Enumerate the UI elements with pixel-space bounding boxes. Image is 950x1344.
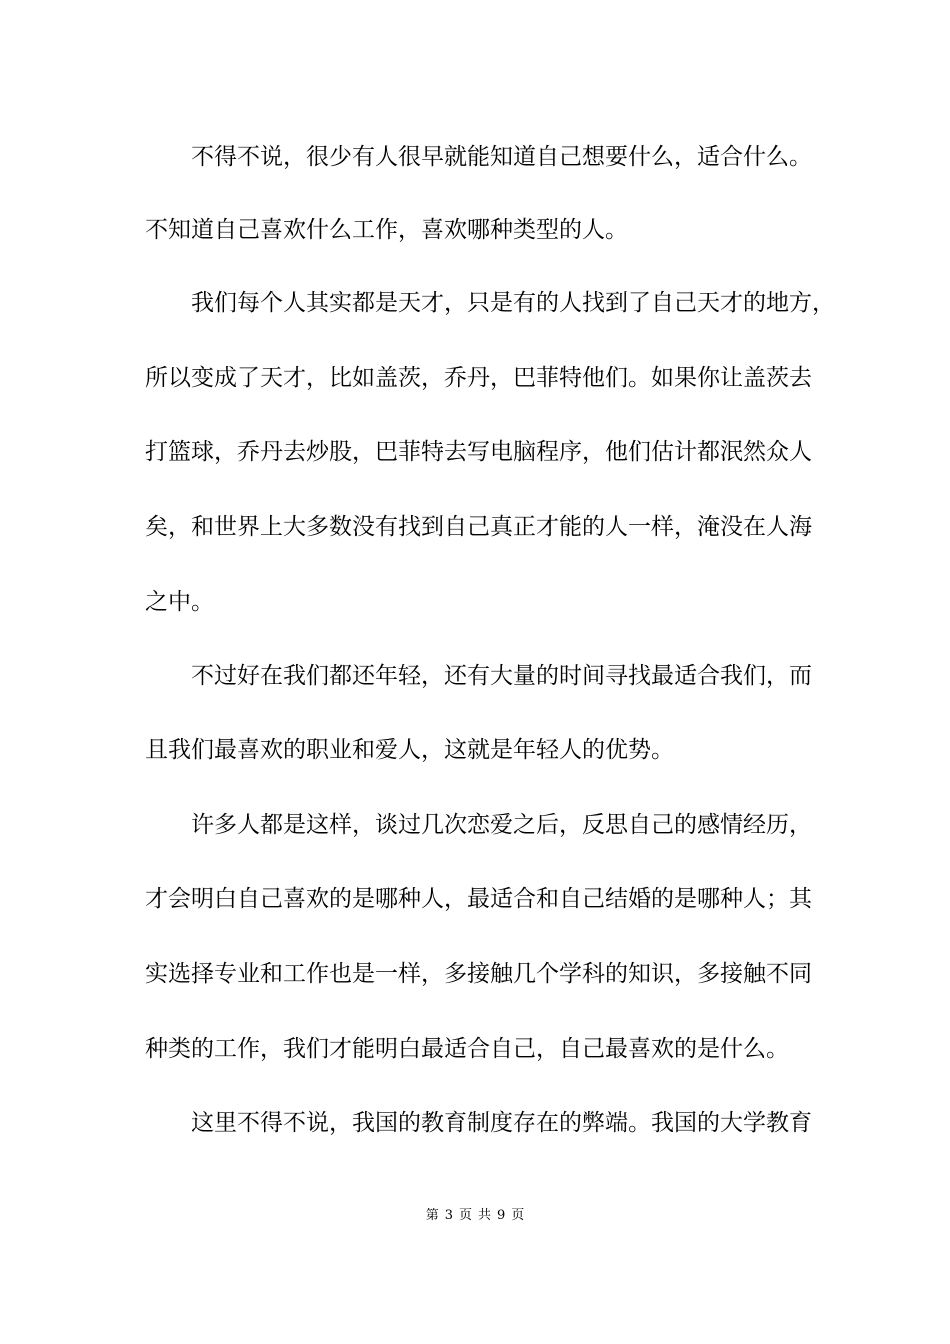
footer-current-page: 3 bbox=[444, 1208, 453, 1223]
text-line: 许多人都是这样，谈过几次恋爱之后，反思自己的感情经历， bbox=[191, 812, 812, 838]
text-line: 这里不得不说，我国的教育制度存在的弊端。我国的大学教育 bbox=[191, 1110, 812, 1136]
text-line: 不得不说，很少有人很早就能知道自己想要什么，适合什么。 bbox=[191, 144, 812, 170]
text-line: 且我们最喜欢的职业和爱人，这就是年轻人的优势。 bbox=[145, 737, 674, 763]
footer-total-word: 共 bbox=[478, 1208, 492, 1223]
text-line: 矣，和世界上大多数没有找到自己真正才能的人一样，淹没在人海 bbox=[145, 514, 812, 540]
text-line: 才会明白自己喜欢的是哪种人，最适合和自己结婚的是哪种人；其 bbox=[145, 886, 812, 912]
text-line: 种类的工作，我们才能明白最适合自己，自己最喜欢的是什么。 bbox=[145, 1036, 789, 1062]
footer-suffix: 页 bbox=[511, 1208, 525, 1223]
text-line: 所以变成了天才，比如盖茨，乔丹，巴菲特他们。如果你让盖茨去 bbox=[145, 365, 812, 391]
text-line: 不知道自己喜欢什么工作，喜欢哪种类型的人。 bbox=[145, 217, 628, 243]
page-number-footer bbox=[0, 1207, 950, 1225]
text-line: 之中。 bbox=[145, 589, 214, 615]
text-line: 我们每个人其实都是天才，只是有的人找到了自己天才的地方， bbox=[191, 290, 835, 316]
footer-total-pages: 9 bbox=[497, 1208, 506, 1223]
text-line: 不过好在我们都还年轻，还有大量的时间寻找最适合我们，而 bbox=[191, 663, 812, 689]
footer-prefix: 第 bbox=[425, 1208, 439, 1223]
footer-page-unit: 页 bbox=[458, 1208, 472, 1223]
text-line: 实选择专业和工作也是一样，多接触几个学科的知识，多接触不同 bbox=[145, 961, 812, 987]
text-line: 打篮球，乔丹去炒股，巴菲特去写电脑程序，他们估计都泯然众人 bbox=[145, 439, 812, 465]
